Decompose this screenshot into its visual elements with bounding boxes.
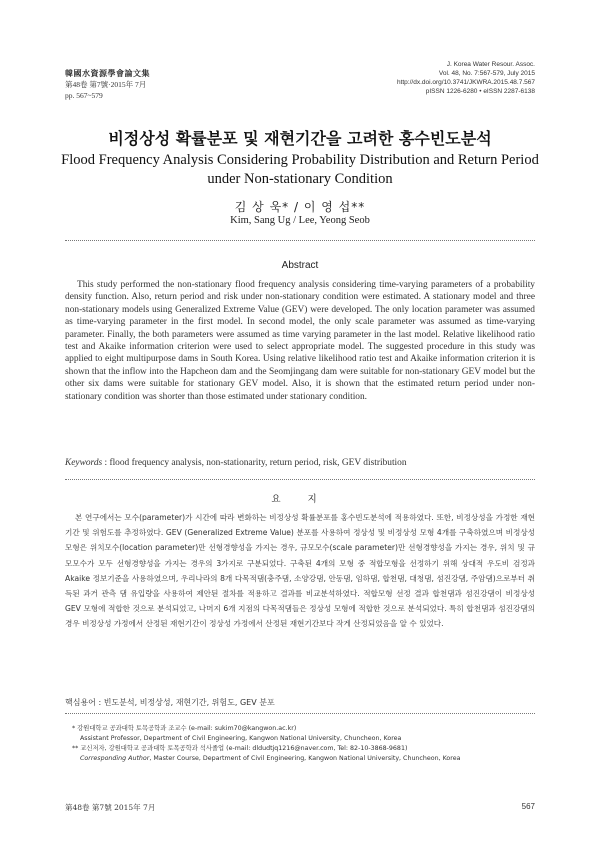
journal-volume-en: Vol. 48, No. 7:567-579, July 2015 <box>438 70 535 77</box>
footnote-2-english <box>72 754 532 764</box>
footnote-1-english: Assistant Professor, Department of Civil Engineering, Kangwon National University, Chuncheon, Korea <box>80 734 402 742</box>
footnote-1-korean: * 강원대학교 공과대학 토목공학과 조교수 (e-mail: sukim70@kangwon.ac.kr) <box>72 725 297 732</box>
journal-header-right <box>397 60 535 96</box>
journal-name-en: J. Korea Water Resour. Assoc. <box>446 61 535 68</box>
abstract-text: This study performed the non-stationary flood frequency analysis considering time-varying parameters of a probability density function. Also, return period and risk under non-stationary condition were estimated. A stationary model and three non-stationary models using Generalized Extreme Value (GEV) were developed. The only location parameter was assumed as time-varying parameter in the first model. In second model, the only scale parameter was assumed as time-varying parameter. Finally, the both parameters were assumed as time varying parameter in the last model. Relative likelihood ratio test and Akaike information criterion were used to select appropriate model. The suggested procedure in this study was applied to eight multipurpose dams in South Korea. Using relative likelihood ratio test and Akaike information criterion it is shown that the inflow into the Hapcheon dam and the Seomjingang dam were suitable for non-stationary GEV model but the other six dams were suitable for stationary GEV model. Also, it is shown that the estimated return period under non-stationary condition was shorter than those estimated under stationary condition. <box>65 280 535 402</box>
authors-english: Kim, Sang Ug / Lee, Yeong Seob <box>230 215 370 226</box>
authors-korean: 김 상 욱* / 이 영 섭** <box>234 200 366 214</box>
journal-name-ko: 韓國水資源學會論文集 <box>65 69 150 78</box>
keywords-english <box>65 458 535 468</box>
corresponding-author-label: Corresponding Author <box>80 754 150 762</box>
keywords-label: Keywords <box>65 458 103 468</box>
journal-pages: pp. 567~579 <box>65 91 103 100</box>
doi-link[interactable]: http://dx.doi.org/10.3741/JKWRA.2015.48.7.567 <box>396 79 535 86</box>
title-english-line1: Flood Frequency Analysis Considering Probability Distribution and Return Period <box>61 152 539 168</box>
title-english-line2: under Non-stationary Condition <box>207 171 393 187</box>
footnote-2-english-text: , Master Course, Department of Civil Engineering, Kangwon National University, Chuncheon, Korea <box>149 754 461 762</box>
keywords-list: : flood frequency analysis, non-stationarity, return period, risk, GEV distribution <box>104 458 407 468</box>
footer-volume: 第48卷 第7號 2015年 7月 <box>65 803 156 812</box>
issn: pISSN 1226-6280 • eISSN 2287-6138 <box>425 88 535 95</box>
divider-bottom <box>65 713 535 714</box>
journal-volume-ko: 第48卷 第7號·2015年 7月 <box>65 80 147 89</box>
keywords-korean: 핵심용어 : 빈도분석, 비정상성, 재현기간, 위험도, GEV 분포 <box>65 698 275 707</box>
summary-text-korean: 본 연구에서는 모수(parameter)가 시간에 따라 변화하는 비정상성 확률분포를 홍수빈도분석에 적용하였다. 또한, 비정상성을 가정한 재현기간 및 위험도를 추정하였다. GEV (Generalized Extreme Value) 분포를 사용하여 정상성 및 비정상성 모형 4개를 구축하였으며 비정상성 모형은 위치모수(location parameter)만 선형경향성을 가지는 경우, 규모모수(scale parameter)만 선형경향성을 가지는 경우, 위치 및 규모모수가 모두 선형경향성을 가지는 경우의 3가지로 구분되었다. 구축된 4개의 모형 중 적합모형을 선정하기 위해 상대적 우도비 검정과 Akaike 정보기준을 사용하였으며, 우리나라의 8개 다목적댐(충주댐, 소양강댐, 안동댐, 임하댐, 합천댐, 대청댐, 섬진강댐, 주암댐)으로부터 취득된 과거 관측 댐 유입량을 사용하여 제안된 절차를 적용하고 결과를 비교분석하였다. 적합모형 선정 결과 합천댐과 섬진강댐이 비정상성 GEV 모형에 적합한 것으로 분석되었고, 나머지 6개 지점의 다목적댐들은 정상성 모형에 적합한 것으로 분석되었다. 특히 합천댐과 섬진강댐의 경우 비정상성 가정에서 산정된 재현기간이 정상성 가정에서 산정된 재현기간보다 작게 산정되었음을 알 수 있었다. <box>65 513 535 629</box>
abstract-heading: Abstract <box>281 260 319 271</box>
footnote-2 <box>72 744 532 763</box>
journal-header-left <box>65 68 150 101</box>
title-english <box>60 151 540 189</box>
divider-middle <box>65 479 535 480</box>
footnote-2-korean: ** 교신저자, 강원대학교 공과대학 토목공학과 석사졸업 (e-mail: dldudtjq1216@naver.com, Tel: 82-10-3868-9681) <box>72 745 408 752</box>
title-korean: 비정상성 확률분포 및 재현기간을 고려한 홍수빈도분석 <box>108 129 492 148</box>
summary-heading-korean: 요 지 <box>271 494 329 505</box>
footnote-1 <box>72 724 532 743</box>
page-number: 567 <box>521 802 535 811</box>
divider-top <box>65 240 535 241</box>
